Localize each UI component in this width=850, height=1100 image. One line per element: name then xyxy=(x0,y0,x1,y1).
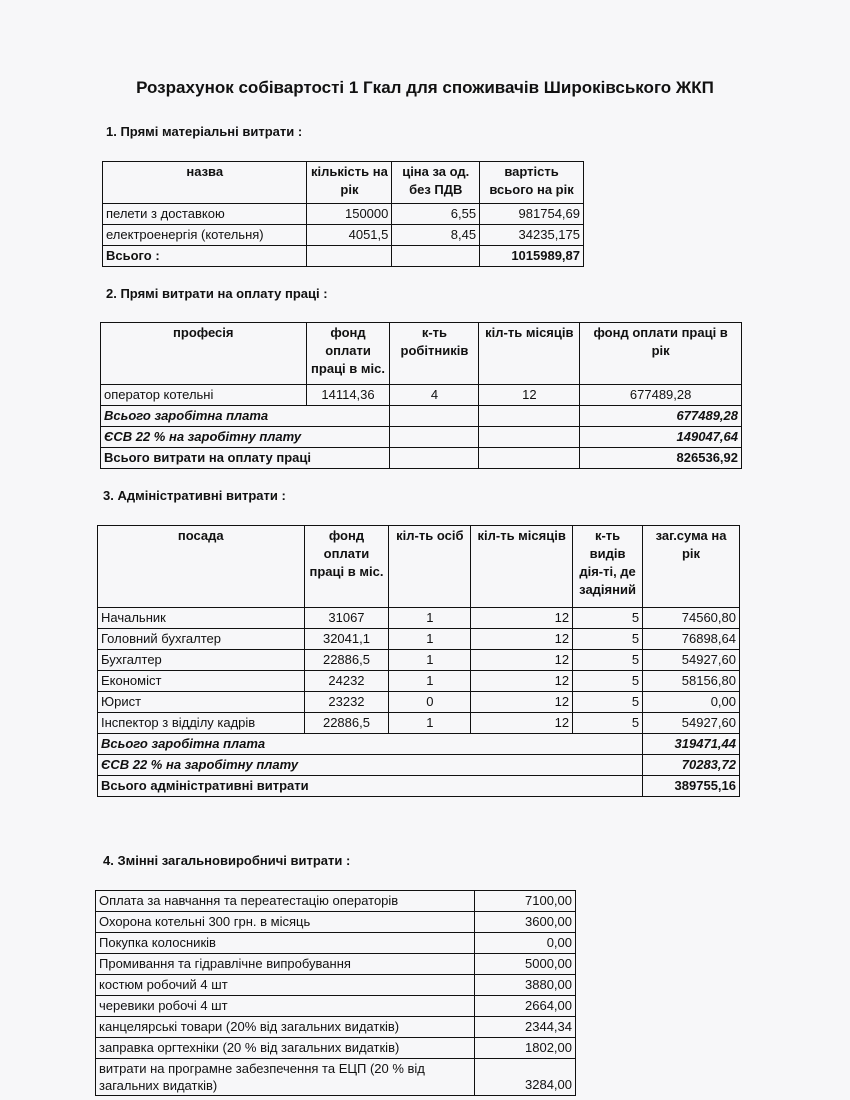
summary-row xyxy=(101,448,742,469)
cell: 5 xyxy=(573,692,643,713)
cell: заправка оргтехніки (20 % від загальних видатків) xyxy=(96,1038,475,1059)
section-2-heading: 2. Прямі витрати на оплату праці : xyxy=(106,286,328,301)
cell: 76898,64 xyxy=(643,629,740,650)
summary-value: 319471,44 xyxy=(643,734,740,755)
cell: оператор котельні xyxy=(101,385,307,406)
section-4-heading: 4. Змінні загальновиробничі витрати : xyxy=(103,853,351,868)
cell: 22886,5 xyxy=(304,650,389,671)
cell: пелети з доставкою xyxy=(103,204,307,225)
cell: 7100,00 xyxy=(475,891,576,912)
table-row xyxy=(96,975,576,996)
cell: 54927,60 xyxy=(643,713,740,734)
cell: Економіст xyxy=(98,671,305,692)
cell: 1 xyxy=(389,629,471,650)
cell: 5 xyxy=(573,713,643,734)
material-costs-table xyxy=(102,161,584,267)
header-quantity: кількість на рік xyxy=(307,162,392,204)
empty-cell xyxy=(390,448,479,469)
summary-value: 149047,64 xyxy=(580,427,742,448)
header-months: кіл-ть місяців xyxy=(471,526,573,608)
cell: Покупка колосників xyxy=(96,933,475,954)
cell: 12 xyxy=(479,385,580,406)
summary-label: Всього адміністративні витрати xyxy=(98,776,643,797)
summary-value: 70283,72 xyxy=(643,755,740,776)
cell: 54927,60 xyxy=(643,650,740,671)
empty-cell xyxy=(392,246,480,267)
cell: Бухгалтер xyxy=(98,650,305,671)
table-row xyxy=(96,912,576,933)
cell: 12 xyxy=(471,692,573,713)
table-header-row xyxy=(101,323,742,385)
header-profession: професія xyxy=(101,323,307,385)
table-row xyxy=(96,933,576,954)
cell: 24232 xyxy=(304,671,389,692)
empty-cell xyxy=(390,406,479,427)
cell: 5 xyxy=(573,671,643,692)
cell: 12 xyxy=(471,713,573,734)
cell: 0,00 xyxy=(643,692,740,713)
admin-costs-table xyxy=(97,525,740,797)
empty-cell xyxy=(479,427,580,448)
table-row xyxy=(96,891,576,912)
cell: 981754,69 xyxy=(480,204,584,225)
summary-label: Всього заробітна плата xyxy=(101,406,390,427)
labor-costs-table xyxy=(100,322,742,469)
header-months: кіл-ть місяців xyxy=(479,323,580,385)
table-row xyxy=(101,385,742,406)
header-cost: вартість всього на рік xyxy=(480,162,584,204)
summary-value: 826536,92 xyxy=(580,448,742,469)
cell: 6,55 xyxy=(392,204,480,225)
cell: 58156,80 xyxy=(643,671,740,692)
header-monthly-fund: фонд оплати праці в міс. xyxy=(304,526,389,608)
cell: 5 xyxy=(573,608,643,629)
cell: 5000,00 xyxy=(475,954,576,975)
summary-label: ЄСВ 22 % на заробітну плату xyxy=(98,755,643,776)
header-price: ціна за од. без ПДВ xyxy=(392,162,480,204)
cell: 2344,34 xyxy=(475,1017,576,1038)
cell: Інспектор з відділу кадрів xyxy=(98,713,305,734)
cell: 12 xyxy=(471,671,573,692)
summary-label: Всього витрати на оплату праці xyxy=(101,448,390,469)
header-name: назва xyxy=(103,162,307,204)
cell: Охорона котельні 300 грн. в місяць xyxy=(96,912,475,933)
header-workers: к-ть робітників xyxy=(390,323,479,385)
header-monthly-fund: фонд оплати праці в міс. xyxy=(306,323,390,385)
cell: 677489,28 xyxy=(580,385,742,406)
table-row xyxy=(103,204,584,225)
table-row xyxy=(98,671,740,692)
table-row xyxy=(96,1059,576,1096)
overhead-costs-table xyxy=(95,890,576,1096)
table-row xyxy=(103,225,584,246)
summary-value: 389755,16 xyxy=(643,776,740,797)
summary-row xyxy=(101,406,742,427)
cell: 74560,80 xyxy=(643,608,740,629)
summary-value: 677489,28 xyxy=(580,406,742,427)
header-position: посада xyxy=(98,526,305,608)
cell: 8,45 xyxy=(392,225,480,246)
cell: 150000 xyxy=(307,204,392,225)
summary-row xyxy=(98,776,740,797)
summary-row xyxy=(101,427,742,448)
cell: 31067 xyxy=(304,608,389,629)
empty-cell xyxy=(479,406,580,427)
cell: 1 xyxy=(389,671,471,692)
cell: 32041,1 xyxy=(304,629,389,650)
cell: Юрист xyxy=(98,692,305,713)
cell: Головний бухгалтер xyxy=(98,629,305,650)
header-annual-fund: фонд оплати праці в рік xyxy=(580,323,742,385)
section-1-heading: 1. Прямі матеріальні витрати : xyxy=(106,124,303,139)
cell: Начальник xyxy=(98,608,305,629)
table-row xyxy=(98,692,740,713)
cell: 5 xyxy=(573,650,643,671)
summary-row xyxy=(98,734,740,755)
cell: 12 xyxy=(471,608,573,629)
cell: 2664,00 xyxy=(475,996,576,1017)
cell: 14114,36 xyxy=(306,385,390,406)
header-persons: кіл-ть осіб xyxy=(389,526,471,608)
cell: Промивання та гідравлічне випробування xyxy=(96,954,475,975)
cell: 1 xyxy=(389,650,471,671)
cell: 5 xyxy=(573,629,643,650)
table-row xyxy=(96,996,576,1017)
summary-label: Всього заробітна плата xyxy=(98,734,643,755)
table-row xyxy=(98,608,740,629)
cell: 22886,5 xyxy=(304,713,389,734)
cell: 12 xyxy=(471,650,573,671)
table-header-row xyxy=(103,162,584,204)
cell: 0,00 xyxy=(475,933,576,954)
header-annual-sum: заг.сума на рік xyxy=(643,526,740,608)
table-row xyxy=(98,629,740,650)
cell: 1802,00 xyxy=(475,1038,576,1059)
table-row xyxy=(96,954,576,975)
cell: канцелярські товари (20% від загальних видатків) xyxy=(96,1017,475,1038)
header-activities: к-ть видів дія-ті, де задіяний xyxy=(573,526,643,608)
cell: костюм робочий 4 шт xyxy=(96,975,475,996)
cell: електроенергія (котельня) xyxy=(103,225,307,246)
cell: 3600,00 xyxy=(475,912,576,933)
empty-cell xyxy=(307,246,392,267)
table-row xyxy=(98,650,740,671)
total-row xyxy=(103,246,584,267)
total-label: Всього : xyxy=(103,246,307,267)
cell: 34235,175 xyxy=(480,225,584,246)
cell: 3880,00 xyxy=(475,975,576,996)
cell: витрати на програмне забезпечення та ЕЦП (20 % від загальних видатків) xyxy=(96,1059,475,1096)
cell: 12 xyxy=(471,629,573,650)
cell: 4051,5 xyxy=(307,225,392,246)
cell: черевики робочі 4 шт xyxy=(96,996,475,1017)
cell: 3284,00 xyxy=(475,1059,576,1096)
section-3-heading: 3. Адміністративні витрати : xyxy=(103,488,286,503)
table-header-row xyxy=(98,526,740,608)
empty-cell xyxy=(479,448,580,469)
cell: 1 xyxy=(389,608,471,629)
table-row xyxy=(96,1038,576,1059)
table-row xyxy=(96,1017,576,1038)
empty-cell xyxy=(390,427,479,448)
summary-label: ЄСВ 22 % на заробітну плату xyxy=(101,427,390,448)
total-value: 1015989,87 xyxy=(480,246,584,267)
cell: Оплата за навчання та переатестацію операторів xyxy=(96,891,475,912)
cell: 23232 xyxy=(304,692,389,713)
summary-row xyxy=(98,755,740,776)
cell: 0 xyxy=(389,692,471,713)
cell: 1 xyxy=(389,713,471,734)
table-row xyxy=(98,713,740,734)
page-title: Розрахунок собівартості 1 Гкал для споживачів Широківського ЖКП xyxy=(136,78,714,97)
cell: 4 xyxy=(390,385,479,406)
